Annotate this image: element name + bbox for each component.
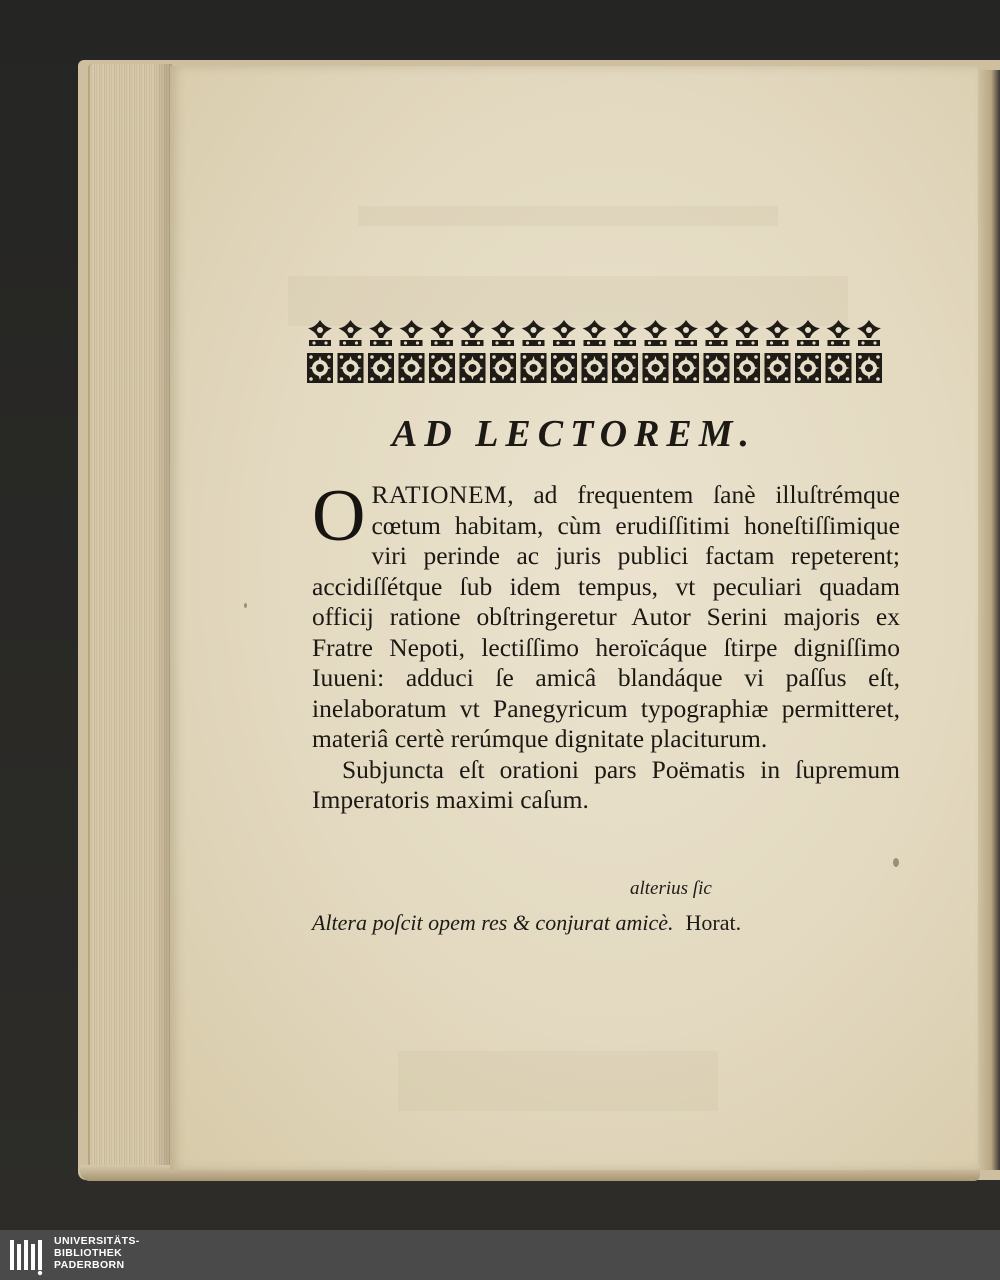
ornament-bottom-row (307, 353, 882, 383)
ink-spot (244, 603, 247, 608)
library-logo-icon (8, 1234, 48, 1276)
quote-author: Horat. (685, 910, 742, 935)
drop-cap: O (312, 475, 366, 557)
show-through-shape (170, 196, 978, 236)
paragraph-1-text: , ad frequentem ſanè illuſtrémque cœtum habitam, cùm erudiſſitimi honeſtiſſimique viri perinde ac juris publici factam repeterent; accidiſſétque ſub idem tempus, vt peculiari quadam officij ratione obſtringeretur Autor Serini majoris ex Fratre Nepoti, lectiſſimo heroïcáque ſtirpe digniſſimo Iuueni: adduci ſe amicâ blandáque vi paſſus eſt, inelaboratum vt Panegyricum typographiæ permitteret, materiâ certè rerúmque dignitate placiturum. (312, 480, 900, 753)
paragraph-1 (312, 475, 900, 755)
body-text (312, 475, 900, 841)
right-fold (978, 70, 1000, 1170)
quote-line: Altera poſcit opem res & conjurat amicè. (312, 910, 674, 935)
page-edges (88, 64, 172, 1172)
ornament-top-row (308, 320, 881, 346)
show-through-band (170, 1041, 978, 1121)
show-through-band (170, 196, 978, 236)
library-footer (0, 1230, 1000, 1280)
quote-interlinear: alterius ſic (630, 878, 712, 899)
ornament-band (306, 318, 898, 384)
closing-quote (312, 910, 741, 936)
show-through-shape (170, 1041, 978, 1121)
library-name (54, 1235, 140, 1271)
page-heading: AD LECTOREM. (391, 413, 757, 455)
paragraph-1-lead: RATIONEM (371, 480, 508, 509)
library-name-line: UNIVERSITÄTS- (54, 1235, 140, 1247)
library-name-line: PADERBORN (54, 1259, 125, 1271)
library-name-line: BIBLIOTHEK (54, 1247, 123, 1259)
ink-spot (893, 858, 899, 867)
paragraph-2: Subjuncta eſt orationi pars Poëmatis in ſupremum Imperatoris maximi caſum. (312, 754, 900, 814)
